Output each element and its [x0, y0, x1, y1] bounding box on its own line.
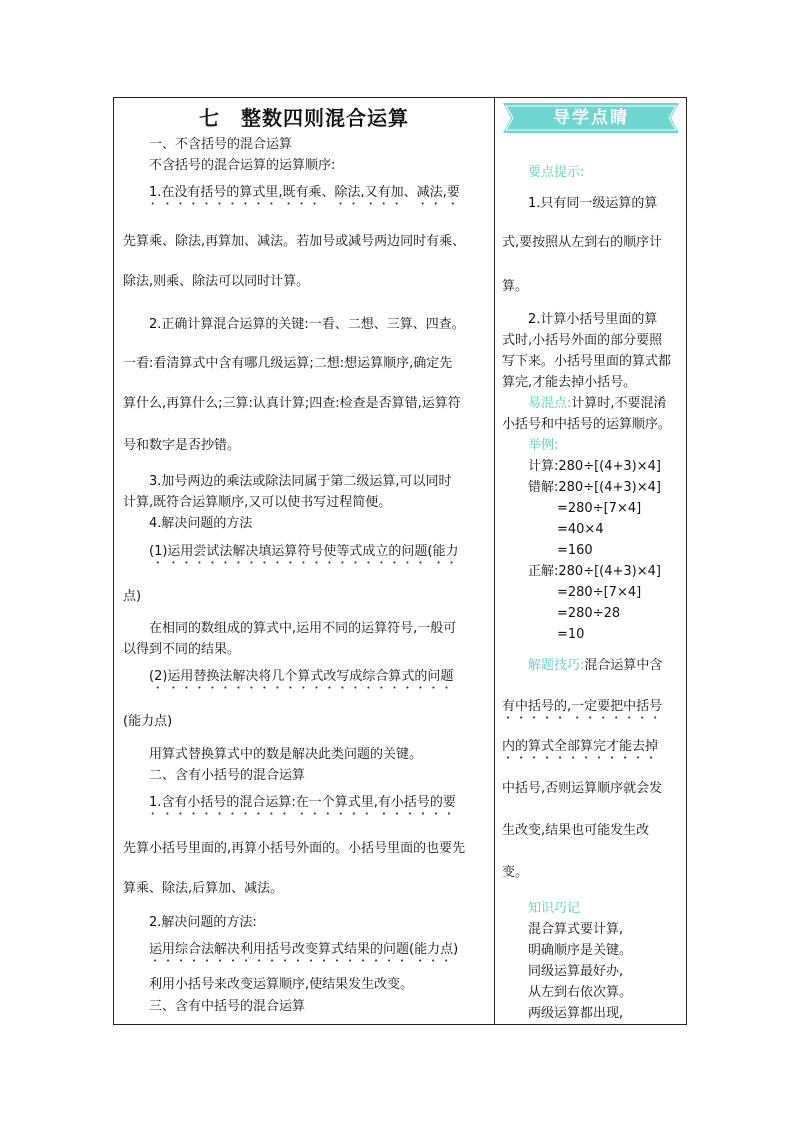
sidebar-text: 有中括号的,一定要把中括号	[502, 699, 663, 714]
rhyme-line: 明确顺序是关键。	[528, 943, 633, 958]
sidebar-text: 2.计算小括号里面的算	[528, 312, 658, 327]
paragraph: 运用综合法解决利用括号改变算式结果的问题(能力点)	[149, 942, 459, 957]
sidebar-text: 算完,才能去掉小括号。	[502, 375, 637, 390]
sidebar-text: 写下来。小括号里面的算式都	[502, 354, 672, 369]
skill-label: 解题技巧:	[528, 658, 585, 673]
example-line: 正解:280÷[(4+3)×4]	[528, 564, 661, 579]
paragraph: 不含括号的混合运算的运算顺序:	[149, 158, 336, 173]
sidebar-text: 内的算式全部算完才能去掉	[502, 739, 659, 754]
paragraph: 3.加号两边的乘法或除法同属于第二级运算,可以同时	[149, 474, 452, 489]
banner	[503, 103, 679, 133]
paragraph: 2.正确计算混合运算的关键:一看、二想、三算、四查。	[149, 317, 465, 332]
example-line: =160	[557, 543, 593, 558]
sidebar-text	[528, 658, 662, 674]
sidebar-text	[528, 396, 667, 412]
page-title: 七 整数四则混合运算	[199, 106, 409, 130]
sidebar-text: 算。	[502, 279, 529, 294]
rhyme-line: 同级运算最好办,	[528, 964, 624, 979]
rhyme-line: 从左到右依次算。	[528, 985, 633, 1000]
example-line: 错解:280÷[(4+3)×4]	[528, 480, 661, 495]
example-line: =280÷[7×4]	[557, 585, 642, 600]
example-line: =280÷28	[557, 606, 621, 621]
paragraph: 计算,既符合运算顺序,又可以使书写过程简便。	[123, 495, 392, 510]
paragraph: (2)运用替换法解决将几个算式改写成综合算式的问题	[149, 669, 454, 684]
paragraph: 以得到不同的结果。	[123, 642, 241, 657]
skill-text: 混合运算中含	[584, 658, 663, 673]
section-heading-3: 三、含有中括号的混合运算	[149, 999, 306, 1014]
sidebar-text: 1.只有同一级运算的算	[528, 196, 658, 211]
section-heading-1: 一、不含括号的混合运算	[149, 137, 293, 152]
sidebar-text: 式,要按照从左到右的顺序计	[502, 235, 663, 250]
confuse-text: 计算时,不要混淆	[571, 396, 667, 411]
banner-title: 导学点睛	[553, 108, 629, 128]
sidebar-text: 小括号和中括号的运算顺序。	[502, 417, 672, 432]
paragraph: 2.解决问题的方法:	[149, 915, 257, 930]
sidebar-text: 式时,小括号外面的部分要照	[502, 333, 663, 348]
paragraph: 1.在没有括号的算式里,既有乘、除法,又有加、减法,要	[149, 185, 460, 200]
example-line: =40×4	[557, 522, 604, 537]
paragraph: 4.解决问题的方法	[149, 516, 253, 531]
sidebar-text: 变。	[502, 865, 529, 880]
example-line: =280÷[7×4]	[557, 501, 642, 516]
rhyme-line: 两级运算都出现,	[528, 1006, 624, 1021]
paragraph: 一看:看清算式中含有哪几级运算;二想:想运算顺序,确定先	[123, 356, 453, 371]
sidebar-column	[495, 97, 687, 1025]
paragraph: 点)	[123, 589, 142, 604]
section-heading-2: 二、含有小括号的混合运算	[149, 768, 306, 783]
paragraph: 利用小括号来改变运算顺序,使结果发生改变。	[149, 977, 414, 992]
example-line: 计算:280÷[(4+3)×4]	[528, 459, 661, 474]
paragraph: 1.含有小括号的混合运算:在一个算式里,有小括号的要	[149, 795, 456, 810]
paragraph: 先算乘、除法,再算加、减法。若加号或减号两边同时有乘、	[123, 234, 466, 249]
paragraph: 号和数字是否抄错。	[123, 438, 241, 453]
paragraph: 用算式替换算式中的数是解决此类问题的关键。	[149, 747, 423, 762]
paragraph: 算什么,再算什么;三算:认真计算;四查:检查是否算错,运算符	[123, 396, 461, 411]
rhyme-line: 混合算式要计算,	[528, 922, 624, 937]
main-column	[113, 97, 494, 1025]
confuse-label: 易混点:	[528, 396, 572, 411]
paragraph: 先算小括号里面的,再算小括号外面的。小括号里面的也要先	[123, 841, 466, 856]
rhyme-label: 知识巧记	[528, 901, 581, 916]
example-label: 举例:	[528, 438, 559, 453]
paragraph: 在相同的数组成的算式中,运用不同的运算符号,一般可	[149, 621, 457, 636]
paragraph: (能力点)	[123, 714, 173, 729]
sidebar-text: 中括号,否则运算顺序就会发	[502, 781, 663, 796]
sidebar-text: 生改变,结果也可能发生改	[502, 823, 650, 838]
example-line: =10	[557, 627, 585, 642]
paragraph: 除法,则乘、除法可以同时计算。	[123, 274, 310, 289]
paragraph: 算乘、除法,后算加、减法。	[123, 881, 284, 896]
tips-label: 要点提示:	[528, 165, 585, 180]
paragraph: (1)运用尝试法解决填运算符号使等式成立的问题(能力	[149, 544, 459, 559]
